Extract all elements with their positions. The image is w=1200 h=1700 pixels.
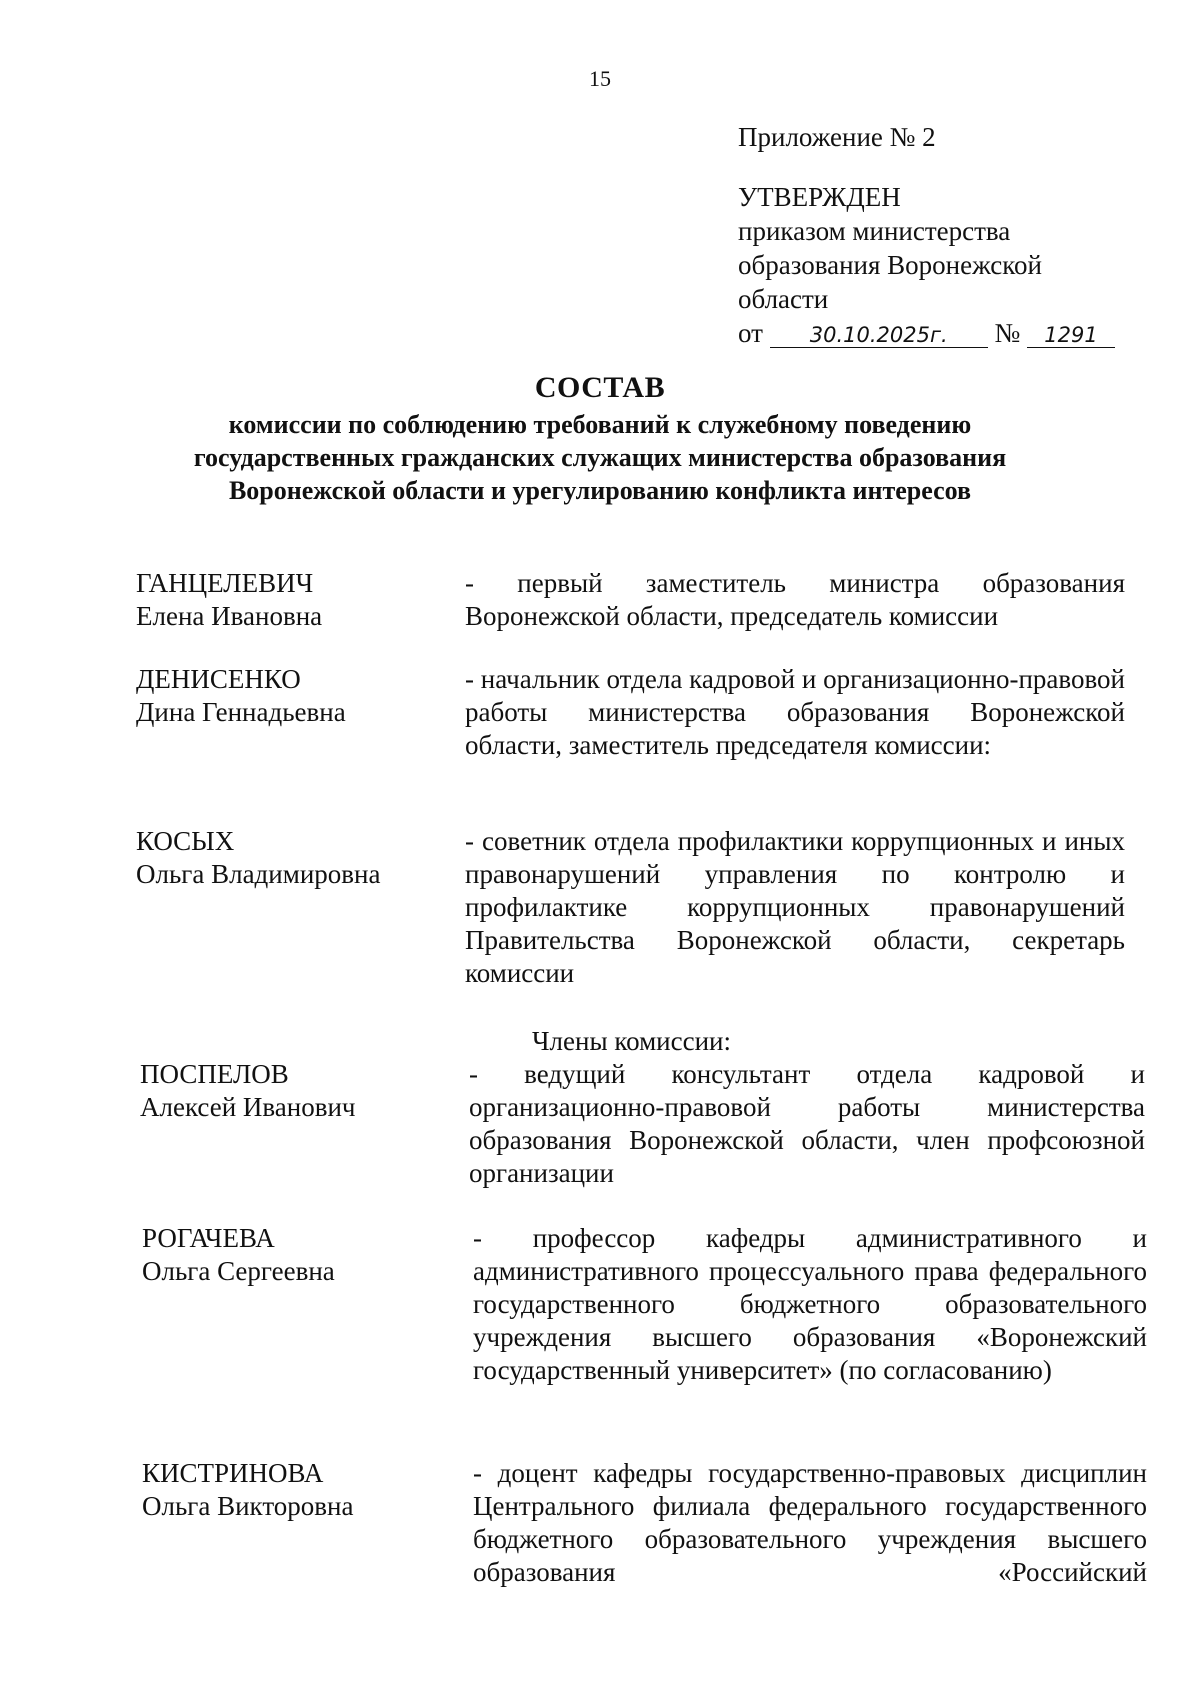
title-main: СОСТАВ (534, 371, 666, 404)
handwritten-date: 30.10.2025г. (770, 323, 988, 348)
member-description: - профессор кафедры административного и административного процессуального права федерального государственного бюджетного образовательного учреждения высшего образования «Воронежский государственный университет» (по согласованию) (473, 1223, 1147, 1385)
number-prefix: № (994, 318, 1021, 348)
title-line-1: комиссии по соблюдению требований к служебному поведению (228, 410, 972, 439)
approval-line-1: приказом министерства (738, 216, 1011, 246)
member-given-name: Елена Ивановна (136, 601, 323, 631)
member-name (136, 567, 456, 633)
member-name (136, 663, 456, 729)
approval-line-3: области (738, 284, 829, 314)
member-description: - начальник отдела кадровой и организационно-правовой работы министерства образования Воронежской области, заместитель председателя комиссии: (465, 664, 1125, 760)
member-surname: ДЕНИСЕНКО (136, 664, 301, 694)
appendix-label: Приложение № 2 (738, 122, 936, 152)
title-line-2: государственных гражданских служащих министерства образования (193, 443, 1007, 472)
member-description: - первый заместитель министра образования Воронежской области, председатель комиссии (465, 568, 1125, 631)
member-name (140, 1058, 460, 1124)
member-surname: КОСЫХ (136, 826, 235, 856)
title-line-3: Воронежской области и урегулированию конфликта интересов (228, 476, 972, 505)
approval-block (738, 120, 1158, 350)
page-number: 15 (589, 66, 611, 91)
member-description: - доцент кафедры государственно-правовых дисциплин Центрального филиала федерального государственного бюджетного образовательного учреждения высшего образования «Российский (473, 1458, 1147, 1587)
member-given-name: Дина Геннадьевна (136, 697, 346, 727)
members-section-label: Члены комиссии: (532, 1026, 731, 1056)
member-surname: ПОСПЕЛОВ (140, 1059, 289, 1089)
approval-date-line (738, 316, 1158, 350)
member-description: - ведущий консультант отдела кадровой и организационно-правовой работы министерства образования Воронежской области, член профсоюзной организации (469, 1059, 1145, 1188)
member-surname: РОГАЧЕВА (142, 1223, 275, 1253)
approved-label: УТВЕРЖДЕН (738, 182, 901, 212)
handwritten-number: 1291 (1027, 323, 1115, 348)
member-description: - советник отдела профилактики коррупционных и иных правонарушений управления по контролю и профилактике коррупционных правонарушений Правительства Воронежской области, секретарь комиссии (465, 826, 1125, 988)
member-surname: ГАНЦЕЛЕВИЧ (136, 568, 314, 598)
member-name (142, 1222, 462, 1288)
member-name (136, 825, 456, 891)
member-given-name: Ольга Сергеевна (142, 1256, 335, 1286)
member-given-name: Ольга Владимировна (136, 859, 381, 889)
member-given-name: Алексей Иванович (140, 1092, 356, 1122)
document-title (100, 368, 1100, 507)
member-surname: КИСТРИНОВА (142, 1458, 324, 1488)
approval-line-2: образования Воронежской (738, 250, 1042, 280)
member-given-name: Ольга Викторовна (142, 1491, 354, 1521)
date-prefix: от (738, 318, 763, 348)
member-name (142, 1457, 462, 1523)
